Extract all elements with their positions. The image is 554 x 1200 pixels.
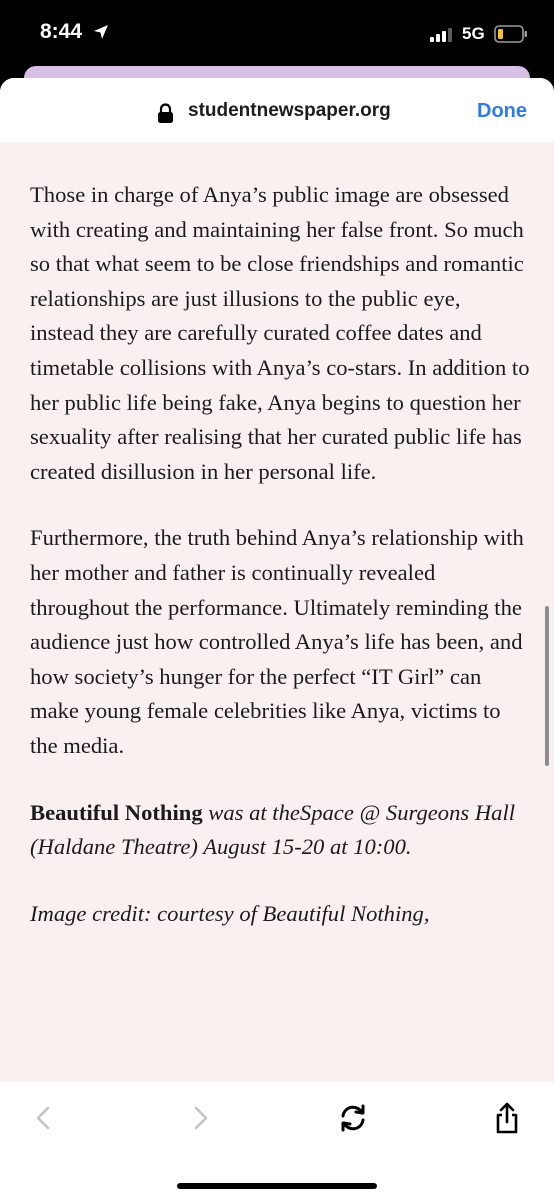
article-paragraph-2: Furthermore, the truth behind Anya’s relationship with her mother and father is continually revealed throughout the performance. Ultimately reminding the audience just how controlled Anya’s life has been, and how society’s hunger for the perfect “IT Girl” can make young female celebrities like Anya, victims to the media.	[30, 525, 524, 758]
status-bar	[0, 0, 554, 64]
share-icon[interactable]	[487, 1098, 527, 1138]
article-paragraph-1: Those in charge of Anya’s public image are obsessed with creating and maintaining her false front. So much so that what seem to be close friendships and romantic relationships are just illusions to the public eye, instead they are carefully curated coffee dates and timetable collisions with Anya’s co-stars. In addition to her public life being fake, Anya begins to question her sexuality after realising that her curated public life has created disillusion in her personal life.	[30, 182, 530, 484]
done-button[interactable]: Done	[477, 100, 527, 122]
url-text[interactable]: studentnewspaper.org	[188, 100, 391, 121]
performance-caption	[30, 796, 530, 865]
article-content	[0, 142, 554, 1082]
article-body	[30, 178, 530, 931]
network-label: 5G	[462, 24, 485, 43]
url-bar	[0, 78, 554, 142]
location-arrow-icon	[93, 24, 109, 45]
signal-icon	[430, 28, 456, 47]
caption-title: Beautiful Nothing	[30, 799, 203, 825]
reload-icon[interactable]	[333, 1098, 373, 1138]
browser-sheet	[0, 78, 554, 1200]
image-credit: Image credit: courtesy of Beautiful Nothing,	[30, 900, 430, 926]
back-icon[interactable]	[24, 1098, 64, 1138]
caption-text: was at theSpace @ Surgeons Hall (Haldane Theatre) August 15-20 at 10:00.	[30, 799, 516, 860]
home-indicator[interactable]	[177, 1183, 377, 1189]
forward-icon[interactable]	[180, 1098, 220, 1138]
battery-icon	[494, 25, 528, 48]
status-time: 8:44	[40, 20, 83, 43]
scroll-indicator[interactable]	[545, 606, 549, 766]
lock-icon	[157, 103, 174, 129]
